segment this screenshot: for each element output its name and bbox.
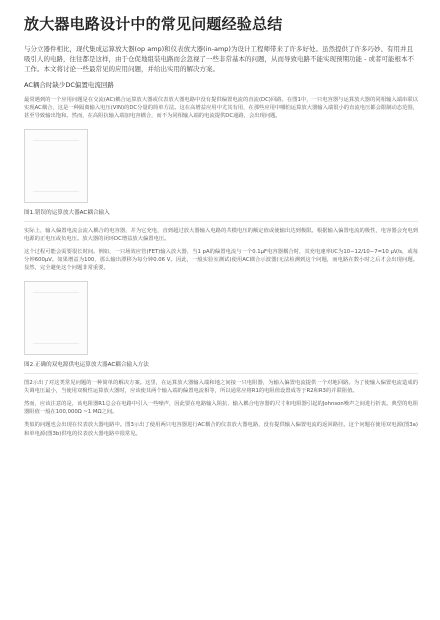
section-heading: AC耦合时缺少DC偏置电流回路 — [24, 81, 114, 89]
body-paragraph: 然而，应该注意的是，该电阻器R1总会在电路中引入一些噪声，因此要在电路输入阻抗、输入耦合电容器的尺寸和电阻器引起的Johnson噪声之间进行折衷。典型的电阻器阻值一般在100,000Ω ~1 MΩ之间。 — [24, 401, 418, 416]
divider — [24, 373, 418, 374]
body-paragraph: 这个过程可能会需要很长时间。例如，一只场效应管(FET)输入放大器，当1 pA的偏置电流与一个0.1μF电容器耦合时，其充电速率I/C为10−12/10−7=10 μV/s，或每分钟600μV。如果增益为100，那么输出漂移为每分钟0.06 V。因此，一般实验室测试(使用AC耦合示波器)无法检测到这个问题，而电路在数小时之后才会出现问题。显然，完全避免这个问题非常重要。 — [24, 249, 418, 272]
figure-2-caption: 图2.正确的双电源供电运算放大器AC耦合输入方法 — [24, 361, 149, 368]
body-paragraph: 类似的问题也会出现在仪表放大器电路中。图3示出了使用两只电容器进行AC耦合的仪表放大器电路，没有提供输入偏置电流的返回路径。这个问题在使用双电源(图3a)和单电源(图3b)供电的仪表放大器电路中很常见。 — [24, 422, 418, 437]
divider — [24, 221, 418, 222]
figure-2-placeholder — [24, 281, 88, 355]
intro-paragraph: 与分立器件相比，现代集成运算放大器(op amp)和仪表放大器(in-amp)为设计工程师带来了许多好处。虽然提供了许多巧妙、有用并且吸引人的电路，往往都是这样，由于仓促地组装电路而会忽视了一些非常基本的问题，从而导致电路不能实现预期功能 - 或者可能根本不工作。本文将讨论一些最常见的应用问题，并给出实用的解决方案。 — [24, 45, 414, 73]
body-paragraph: 实际上，输入偏置电流会流入耦合的电容器，并为它充电，直到超过放大器输入电路的共模电压的额定值或使输出达到极限。根据输入偏置电流的极性，电容器会充电到电源的正电压或负电压。放大器的闭环DC增益放大偏置电压。 — [24, 227, 418, 242]
figure-1-caption: 图1.错误的运算放大器AC耦合输入 — [24, 209, 110, 216]
figure-1-placeholder — [24, 129, 88, 203]
body-paragraph: 最常遇到的一个应用问题是在交流(AC)耦合运算放大器或仪表放大器电路中没有提供偏置电流的直流(DC)回路。在图1中，一只电容器与运算放大器的同相输入端串联以实现AC耦合，这是一种隔离输入电压(VIN)的DC分量的简单方法。这在高增益应用中尤其有用，在那些应用中哪怕运算放大器输入端很小的直流电压都会限制动态范围，甚至导致输出饱和。然而，在高阻抗输入端加电容耦合，而不为同相输入端的电流提供DC通路，会出现问题。 — [24, 97, 418, 120]
body-paragraph: 图2示出了对这类常见问题的一种简单的解决方案。这里，在运算放大器输入端和地之间接一只电阻器，为输入偏置电流提供一个对地回路。为了使输入偏置电流造成的失调电压最小，当使用双极性运算放大器时，应该使其两个输入端的偏置电流相等，所以通常应将R1的电阻值设置成等于R2和R3的并联阻值。 — [24, 379, 418, 394]
page-title: 放大器电路设计中的常见问题经验总结 — [24, 15, 283, 33]
